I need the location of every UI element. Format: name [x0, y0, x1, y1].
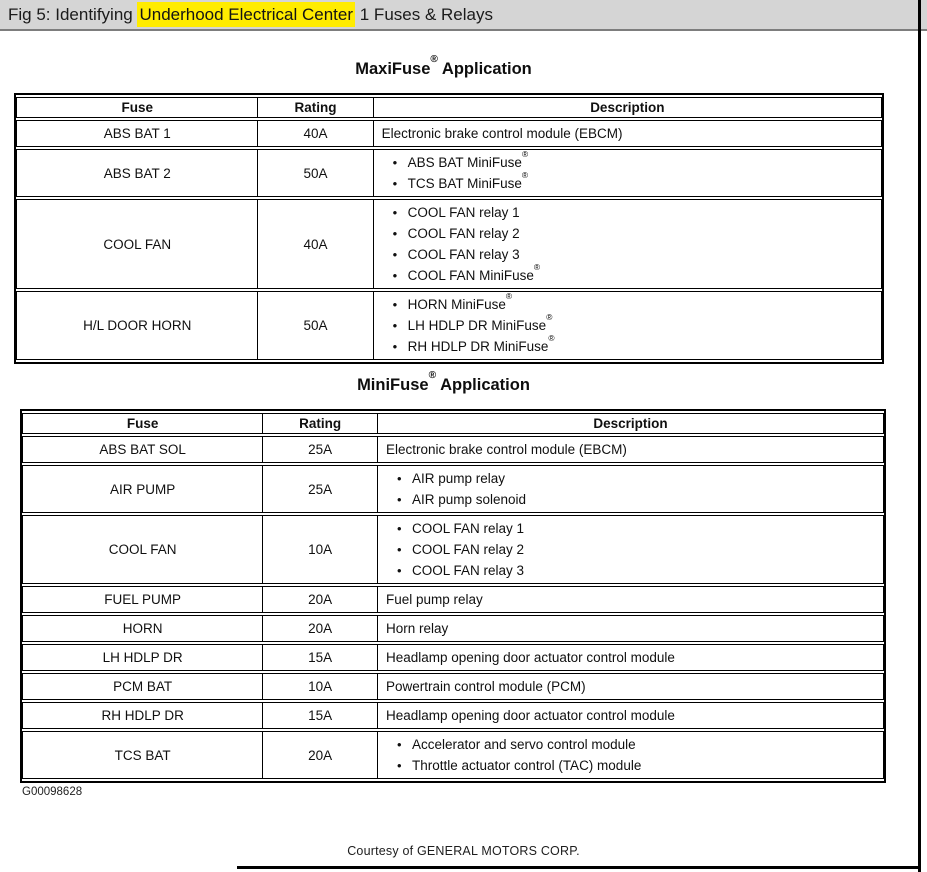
- description-text: COOL FAN MiniFuse®: [407, 261, 541, 283]
- description-text: COOL FAN relay 1: [407, 205, 520, 220]
- fuse-rating: 50A: [258, 149, 373, 197]
- column-header: Description: [378, 413, 884, 434]
- table-title: MaxiFuse® Application: [355, 53, 532, 78]
- column-header: Rating: [258, 97, 373, 118]
- fuse-description: [378, 436, 884, 463]
- header-row: [16, 97, 882, 118]
- fuse-rating: 20A: [263, 731, 378, 779]
- bullet-icon: •: [392, 268, 398, 283]
- fuse-name: ABS BAT 2: [16, 149, 258, 197]
- table-row: [22, 702, 884, 729]
- table-row: [16, 149, 882, 197]
- fuse-rating: 20A: [263, 615, 378, 642]
- fuse-name: ABS BAT 1: [16, 120, 258, 147]
- table-row: [16, 291, 882, 360]
- fuse-rating: 10A: [263, 673, 378, 700]
- scan-edge-right: [918, 0, 921, 872]
- bullet-icon: •: [397, 737, 402, 752]
- description-text: Horn relay: [386, 621, 449, 636]
- bullet-icon: •: [392, 176, 398, 191]
- description-line: [386, 489, 875, 510]
- column-header: Fuse: [16, 97, 258, 118]
- bullet-icon: •: [397, 471, 402, 486]
- fuse-rating: 15A: [263, 644, 378, 671]
- description-line: [386, 468, 875, 489]
- description-text: AIR pump solenoid: [412, 492, 527, 507]
- fuse-name: ABS BAT SOL: [22, 436, 263, 463]
- fuse-name: TCS BAT: [22, 731, 263, 779]
- fuse-description: [374, 291, 882, 360]
- description-line: [386, 755, 875, 776]
- description-line: [386, 676, 875, 697]
- figure-title-prefix: Fig 5: Identifying: [8, 5, 138, 24]
- bullet-icon: •: [397, 542, 402, 557]
- description-text: COOL FAN relay 2: [407, 226, 520, 241]
- description-text: AIR pump relay: [412, 471, 506, 486]
- bullet-icon: •: [397, 492, 402, 507]
- fuse-description: [378, 702, 884, 729]
- description-text: TCS BAT MiniFuse®: [407, 169, 529, 191]
- registered-mark: ®: [428, 369, 437, 381]
- description-line: [386, 539, 875, 560]
- table-row: [22, 515, 884, 584]
- fuse-name: COOL FAN: [16, 199, 258, 289]
- description-text: RH HDLP DR MiniFuse®: [407, 332, 555, 354]
- table-title: MiniFuse® Application: [357, 369, 530, 394]
- bullet-icon: •: [392, 297, 398, 312]
- description-text: Electronic brake control module (EBCM): [381, 126, 623, 141]
- description-line: [382, 202, 873, 223]
- fuse-name: H/L DOOR HORN: [16, 291, 258, 360]
- table-row: [22, 465, 884, 513]
- description-line: [386, 647, 875, 668]
- fuse-description: [378, 515, 884, 584]
- registered-mark: ®: [505, 290, 513, 301]
- description-text: Headlamp opening door actuator control module: [386, 650, 675, 665]
- description-text: LH HDLP DR MiniFuse®: [407, 311, 553, 333]
- fuse-description: [378, 615, 884, 642]
- registered-mark: ®: [430, 53, 438, 65]
- description-line: [382, 261, 873, 286]
- fuse-description: [378, 586, 884, 613]
- document-body: [0, 53, 927, 783]
- bullet-icon: •: [392, 247, 398, 262]
- registered-mark: ®: [521, 148, 529, 159]
- description-text: COOL FAN relay 3: [407, 247, 520, 262]
- description-line: [386, 560, 875, 581]
- description-text: HORN MiniFuse®: [407, 290, 513, 312]
- table-row: [22, 586, 884, 613]
- description-text: COOL FAN relay 3: [412, 563, 525, 578]
- table-row: [22, 644, 884, 671]
- fuse-name: HORN: [22, 615, 263, 642]
- fuse-name: LH HDLP DR: [22, 644, 263, 671]
- registered-mark: ®: [521, 169, 529, 180]
- figure-code: G00098628: [22, 786, 83, 798]
- scan-edge-bottom: [237, 866, 919, 869]
- registered-mark: ®: [546, 311, 553, 322]
- fuse-description: [374, 120, 882, 147]
- fuse-description: [378, 731, 884, 779]
- description-text: ABS BAT MiniFuse®: [407, 148, 529, 170]
- fuse-rating: 40A: [258, 199, 373, 289]
- fuse-description: [374, 149, 882, 197]
- fuse-rating: 50A: [258, 291, 373, 360]
- column-header: Fuse: [22, 413, 263, 434]
- fuse-name: RH HDLP DR: [22, 702, 263, 729]
- description-line: [386, 589, 875, 610]
- table-row: [16, 120, 882, 147]
- bullet-icon: •: [392, 226, 398, 241]
- registered-mark: ®: [548, 332, 555, 343]
- fuse-rating: 25A: [263, 436, 378, 463]
- description-line: [382, 123, 873, 144]
- description-text: Throttle actuator control (TAC) module: [412, 758, 642, 773]
- description-line: [382, 148, 873, 173]
- column-header: Rating: [263, 413, 378, 434]
- fuse-rating: 20A: [263, 586, 378, 613]
- description-line: [382, 169, 873, 194]
- fuse-description: [378, 465, 884, 513]
- fuse-rating: 15A: [263, 702, 378, 729]
- bullet-icon: •: [397, 758, 402, 773]
- description-text: COOL FAN relay 1: [412, 521, 525, 536]
- fuse-rating: 40A: [258, 120, 373, 147]
- fuse-description: [378, 673, 884, 700]
- fuse-name: AIR PUMP: [22, 465, 263, 513]
- description-line: [386, 705, 875, 726]
- column-header: Description: [374, 97, 882, 118]
- fuse-name: FUEL PUMP: [22, 586, 263, 613]
- fuse-name: COOL FAN: [22, 515, 263, 584]
- bullet-icon: •: [392, 339, 398, 354]
- fuse-description: [374, 199, 882, 289]
- bullet-icon: •: [392, 205, 398, 220]
- figure-title-bar: [0, 0, 927, 31]
- description-line: [382, 311, 873, 336]
- table-row: [22, 673, 884, 700]
- description-line: [382, 332, 873, 357]
- description-line: [386, 618, 875, 639]
- description-text: Electronic brake control module (EBCM): [386, 442, 627, 457]
- description-line: [382, 290, 873, 315]
- bullet-icon: •: [392, 318, 398, 333]
- courtesy-line: Courtesy of GENERAL MOTORS CORP.: [347, 844, 580, 858]
- description-line: [386, 518, 875, 539]
- description-text: COOL FAN relay 2: [412, 542, 525, 557]
- fuse-description: [378, 644, 884, 671]
- registered-mark: ®: [533, 261, 541, 272]
- description-line: [382, 244, 873, 265]
- bullet-icon: •: [392, 155, 398, 170]
- fuse-rating: 10A: [263, 515, 378, 584]
- description-line: [382, 223, 873, 244]
- figure-title-suffix: 1 Fuses & Relays: [355, 5, 493, 24]
- description-line: [386, 439, 875, 460]
- description-line: [386, 734, 875, 755]
- minifuse-table: [20, 409, 886, 783]
- description-text: Accelerator and servo control module: [412, 737, 636, 752]
- table-row: [16, 199, 882, 289]
- fuse-name: PCM BAT: [22, 673, 263, 700]
- table-row: [22, 436, 884, 463]
- description-text: Headlamp opening door actuator control module: [386, 708, 675, 723]
- fuse-rating: 25A: [263, 465, 378, 513]
- description-text: Fuel pump relay: [386, 592, 483, 607]
- maxifuse-table: [14, 93, 884, 364]
- table-row: [22, 615, 884, 642]
- table-row: [22, 731, 884, 779]
- header-row: [22, 413, 884, 434]
- bullet-icon: •: [397, 563, 402, 578]
- description-text: Powertrain control module (PCM): [386, 679, 586, 694]
- bullet-icon: •: [397, 521, 402, 536]
- highlighted-text: Underhood Electrical Center: [137, 2, 355, 27]
